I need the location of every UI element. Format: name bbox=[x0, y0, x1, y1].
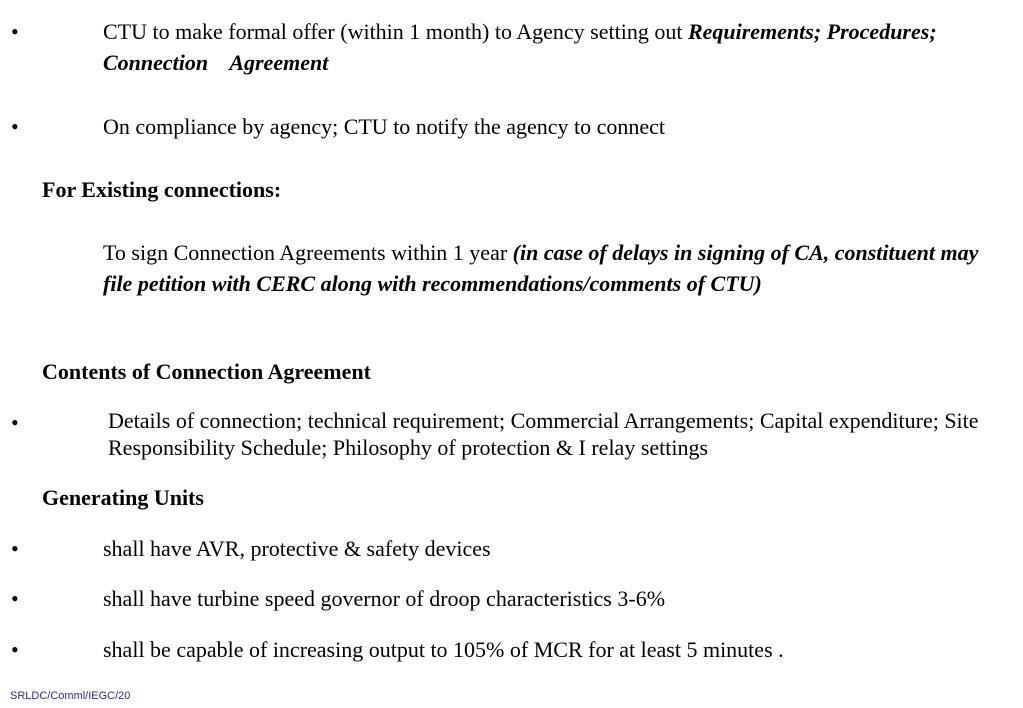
footer-reference: SRLDC/Comml/IEGC/20 bbox=[10, 690, 131, 702]
existing-connections-heading: For Existing connections: bbox=[42, 177, 282, 202]
compliance-item: On compliance by agency; CTU to notify the agency to connect bbox=[103, 114, 666, 139]
offer-requirement-emphasis: Requirements; Procedures; Connection Agreement bbox=[103, 19, 937, 75]
bullet-icon: • bbox=[11, 586, 19, 611]
existing-connections-paragraph bbox=[103, 237, 1008, 299]
offer-requirement-text: CTU to make formal offer (within 1 month) to Agency setting out bbox=[103, 19, 688, 44]
bullet-icon: • bbox=[11, 536, 19, 561]
bullet-icon: • bbox=[11, 637, 19, 662]
contents-item: Details of connection; technical requirement; Commercial Arrangements; Capital expenditure; Site Responsibility Schedule; Philosophy of protection & I relay settings bbox=[108, 408, 979, 460]
bullet-icon: • bbox=[11, 410, 19, 435]
bullet-icon: • bbox=[11, 114, 19, 139]
offer-requirement-item bbox=[103, 16, 1003, 78]
bullet-icon: • bbox=[11, 19, 19, 44]
gen-item-governor: shall have turbine speed governor of droop characteristics 3-6% bbox=[103, 586, 666, 611]
existing-connections-text: To sign Connection Agreements within 1 year bbox=[103, 240, 513, 265]
gen-item-avr: shall have AVR, protective & safety devices bbox=[103, 536, 491, 561]
contents-heading: Contents of Connection Agreement bbox=[42, 359, 371, 384]
existing-connections-emphasis: (in case of delays in signing of CA, constituent may file petition with CERC along with recommendations/comments of CTU) bbox=[103, 240, 979, 296]
generating-units-heading: Generating Units bbox=[42, 485, 204, 510]
gen-item-output: shall be capable of increasing output to 105% of MCR for at least 5 minutes . bbox=[103, 637, 784, 662]
